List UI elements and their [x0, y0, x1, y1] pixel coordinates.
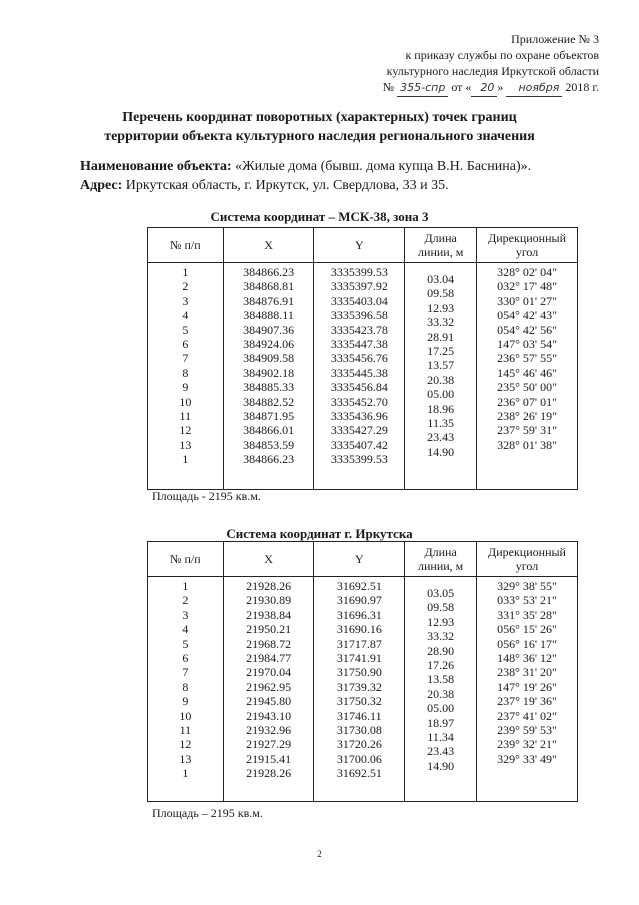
table-cell: 21984.77	[246, 650, 292, 665]
table-cell: 3	[182, 293, 189, 308]
table-cell: 31741.91	[336, 650, 382, 665]
table-cell: 3335399.53	[330, 452, 388, 467]
table-cell: 3335399.53	[330, 265, 388, 279]
table2-angle-column	[477, 577, 577, 766]
table-cell: 13	[179, 437, 192, 452]
table-cell: 17.25	[427, 343, 455, 358]
table-cell: 384866.23	[243, 452, 295, 467]
table-cell: 13.57	[427, 358, 455, 373]
page-number: 2	[317, 849, 322, 859]
col-header-num: № п/п	[148, 228, 224, 263]
col-header-y: Y	[314, 228, 405, 263]
table-cell: 235° 50' 00"	[497, 380, 557, 395]
table-cell: 384902.18	[243, 365, 295, 380]
document-title	[0, 108, 639, 146]
table1-body-row	[148, 263, 578, 490]
table-cell: 18.96	[427, 401, 455, 416]
table-cell: 3335427.29	[330, 423, 388, 438]
table-cell: 2	[182, 593, 189, 608]
table-cell: 5	[182, 636, 189, 651]
appendix-line-1: Приложение № 3	[511, 32, 599, 46]
table1-length-column	[405, 263, 476, 459]
table-cell: 03.04	[427, 272, 455, 286]
table-cell: 238° 31' 20"	[497, 665, 557, 680]
table-cell: 20.38	[427, 686, 455, 701]
table-cell: 056° 16' 17"	[497, 636, 557, 651]
table-cell: 384853.59	[243, 437, 295, 452]
table-cell: 384885.33	[243, 380, 295, 395]
table-cell: 384871.95	[243, 408, 295, 423]
table-cell: 3335456.76	[330, 351, 388, 366]
table2-body-row	[148, 577, 578, 802]
table-cell: 3335396.58	[330, 308, 388, 323]
order-date-mid: »	[497, 80, 504, 94]
table-cell: 4	[182, 308, 189, 323]
table-cell: 31739.32	[336, 679, 382, 694]
table-cell: 21932.96	[246, 722, 292, 737]
table1-num-column	[148, 263, 223, 466]
table-cell: 8	[182, 679, 189, 694]
table-cell: 033° 53' 21"	[497, 593, 557, 608]
table2-x-column	[224, 577, 314, 780]
table-cell: 11	[179, 408, 192, 423]
table-cell: 21968.72	[246, 636, 292, 651]
table-cell: 21970.04	[246, 665, 292, 680]
table-cell: 21945.80	[246, 694, 292, 709]
table-cell: 05.00	[427, 701, 455, 716]
order-year: 2018 г.	[565, 80, 599, 94]
col-header-length: Длина линии, м	[405, 542, 477, 577]
table-cell: 10	[179, 708, 192, 723]
table-cell: 147° 03' 54"	[497, 336, 557, 351]
table-cell: 21915.41	[246, 751, 292, 766]
appendix-order-line	[383, 79, 599, 97]
table-cell: 3335436.96	[330, 408, 388, 423]
table-cell: 6	[182, 650, 189, 665]
table-cell: 384909.58	[243, 351, 295, 366]
table-cell: 31746.11	[337, 708, 382, 723]
table-cell: 05.00	[427, 387, 455, 402]
table-cell: 329° 33' 49"	[497, 751, 557, 766]
table1-angle-column	[477, 263, 577, 452]
table-cell: 3335456.84	[330, 380, 388, 395]
table-cell: 3335447.38	[330, 336, 388, 351]
order-day-handwritten: 20	[471, 80, 497, 97]
table-cell: 33.32	[427, 315, 455, 330]
table-cell: 1	[182, 265, 189, 279]
order-number-handwritten: 355-спр	[397, 80, 448, 97]
table-cell: 18.97	[427, 715, 455, 730]
table-cell: 148° 36' 12"	[497, 650, 557, 665]
table-cell: 12	[179, 423, 192, 438]
appendix-header	[383, 31, 599, 97]
table-cell: 384866.01	[243, 423, 295, 438]
table2-area: Площадь – 2195 кв.м.	[152, 806, 263, 820]
table-cell: 5	[182, 322, 189, 337]
table-cell: 054° 42' 43"	[497, 308, 557, 323]
table-cell: 236° 07' 01"	[497, 394, 557, 409]
table-cell: 21962.95	[246, 679, 292, 694]
order-month-handwritten: ноября	[506, 80, 562, 97]
table-cell: 31700.06	[336, 751, 382, 766]
table-cell: 384868.81	[243, 279, 295, 294]
col-header-x: X	[223, 228, 314, 263]
table-cell: 236° 57' 55"	[497, 351, 557, 366]
table-cell: 237° 59' 31"	[497, 423, 557, 438]
table-cell: 21927.29	[246, 737, 292, 752]
table2-num-column	[148, 577, 223, 780]
table-cell: 384888.11	[243, 308, 294, 323]
table-cell: 237° 19' 36"	[497, 694, 557, 709]
table-cell: 9	[182, 380, 189, 395]
object-address-label: Адрес:	[80, 178, 123, 193]
table-cell: 11.34	[427, 729, 454, 744]
table1-x-column	[224, 263, 314, 466]
object-name-label: Наименование объекта:	[80, 159, 232, 174]
table-cell: 1	[182, 579, 189, 593]
table-cell: 3335407.42	[330, 437, 388, 452]
table-cell: 11.35	[427, 415, 454, 430]
table-cell: 147° 19' 26"	[497, 679, 557, 694]
table-cell: 6	[182, 336, 189, 351]
table-cell: 12.93	[427, 614, 455, 629]
table-cell: 4	[182, 622, 189, 637]
table-cell: 7	[182, 351, 189, 366]
table2-y-column	[314, 577, 404, 780]
table-cell: 13.58	[427, 672, 455, 687]
table-cell: 31750.90	[336, 665, 382, 680]
table-cell: 23.43	[427, 744, 455, 759]
table1-header-row	[148, 228, 578, 263]
table2-coordinates	[147, 541, 578, 802]
order-date-from: от «	[451, 80, 472, 94]
table-cell: 3335452.70	[330, 394, 388, 409]
table-cell: 145° 46' 46"	[497, 365, 557, 380]
table2-caption: Система координат г. Иркутска	[226, 526, 413, 541]
table-cell: 10	[179, 394, 192, 409]
table-cell: 3335403.04	[330, 293, 388, 308]
table-cell: 14.90	[427, 444, 455, 459]
table-cell: 13	[179, 751, 192, 766]
table-cell: 8	[182, 365, 189, 380]
table-cell: 3335445.38	[330, 365, 388, 380]
table-cell: 31720.26	[336, 737, 382, 752]
table-cell: 28.91	[427, 329, 455, 344]
table-cell: 33.32	[427, 629, 455, 644]
table1-y-column	[314, 263, 404, 466]
table-cell: 09.58	[427, 286, 455, 301]
table-cell: 3335423.78	[330, 322, 388, 337]
table-cell: 21943.10	[246, 708, 292, 723]
table-cell: 12	[179, 737, 192, 752]
table-cell: 330° 01' 27"	[497, 293, 557, 308]
table-cell: 1	[182, 452, 189, 467]
table-cell: 31750.32	[336, 694, 382, 709]
table1-caption: Система координат – МСК-38, зона 3	[210, 209, 429, 224]
object-name-line	[80, 157, 531, 176]
table-cell: 14.90	[427, 758, 455, 773]
table-cell: 056° 15' 26"	[497, 622, 557, 637]
col-header-length: Длина линии, м	[405, 228, 477, 263]
table-cell: 17.26	[427, 657, 455, 672]
table-cell: 1	[182, 766, 189, 781]
title-line-2: территории объекта культурного наследия регионального значения	[104, 129, 535, 144]
col-header-x: X	[223, 542, 314, 577]
order-number-prefix: №	[382, 80, 395, 94]
table-cell: 23.43	[427, 430, 455, 445]
table-cell: 2	[182, 279, 189, 294]
object-info	[80, 157, 531, 195]
table-cell: 31696.31	[336, 607, 382, 622]
table-cell: 9	[182, 694, 189, 709]
table-cell: 384924.06	[243, 336, 295, 351]
col-header-angle: Дирекционный угол	[477, 542, 578, 577]
table-cell: 328° 02' 04"	[497, 265, 557, 279]
table-cell: 20.38	[427, 372, 455, 387]
table-cell: 21930.89	[246, 593, 292, 608]
object-name-value: «Жилые дома (бывш. дома купца В.Н. Баснина)».	[235, 159, 532, 174]
col-header-angle: Дирекционный угол	[477, 228, 578, 263]
table-cell: 384876.91	[243, 293, 295, 308]
table-cell: 12.93	[427, 300, 455, 315]
table-cell: 032° 17' 48"	[497, 279, 557, 294]
appendix-line-3: культурного наследия Иркутской области	[386, 64, 599, 78]
table1-area: Площадь - 2195 кв.м.	[152, 489, 261, 503]
table-cell: 21938.84	[246, 607, 292, 622]
table-cell: 054° 42' 56"	[497, 322, 557, 337]
table-cell: 31730.08	[336, 722, 382, 737]
table-cell: 331° 35' 28"	[497, 607, 557, 622]
table-cell: 239° 32' 21"	[497, 737, 557, 752]
table-cell: 237° 41' 02"	[497, 708, 557, 723]
table-cell: 384907.36	[243, 322, 295, 337]
table-cell: 7	[182, 665, 189, 680]
table-cell: 11	[179, 722, 192, 737]
table-cell: 239° 59' 53"	[497, 722, 557, 737]
table-cell: 329° 38' 55"	[497, 579, 557, 593]
table-cell: 21950.21	[246, 622, 292, 637]
table-cell: 328° 01' 38"	[497, 437, 557, 452]
object-address-value: Иркутская область, г. Иркутск, ул. Свердлова, 33 и 35.	[125, 178, 449, 193]
table-cell: 3	[182, 607, 189, 622]
table-cell: 31690.97	[336, 593, 382, 608]
object-address-line	[80, 176, 531, 195]
table-cell: 384882.52	[243, 394, 295, 409]
table1-coordinates	[147, 227, 578, 490]
table-cell: 31717.87	[336, 636, 382, 651]
table-cell: 21928.26	[246, 579, 292, 593]
title-line-1: Перечень координат поворотных (характерных) точек границ	[122, 110, 517, 125]
table-cell: 31692.51	[336, 579, 382, 593]
table-cell: 28.90	[427, 643, 455, 658]
table-cell: 384866.23	[243, 265, 295, 279]
table-cell: 21928.26	[246, 766, 292, 781]
table-cell: 31690.16	[336, 622, 382, 637]
appendix-line-2: к приказу службы по охране объектов	[405, 48, 599, 62]
table2-length-column	[405, 577, 476, 773]
table-cell: 09.58	[427, 600, 455, 615]
table-cell: 03.05	[427, 586, 455, 600]
table-cell: 238° 26' 19"	[497, 408, 557, 423]
col-header-num: № п/п	[148, 542, 224, 577]
table-cell: 3335397.92	[330, 279, 388, 294]
col-header-y: Y	[314, 542, 405, 577]
table2-header-row	[148, 542, 578, 577]
table-cell: 31692.51	[336, 766, 382, 781]
